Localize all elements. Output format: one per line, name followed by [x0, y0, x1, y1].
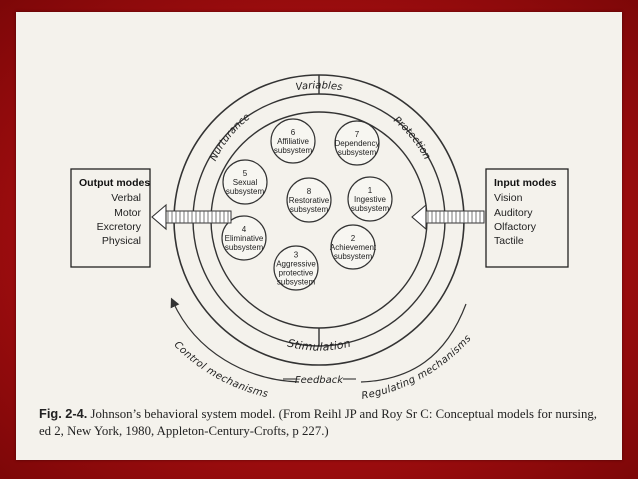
subsystem-label: Sexual — [232, 178, 258, 187]
behavioral-system-diagram — [16, 12, 622, 460]
regulating-feedback-line — [361, 304, 466, 382]
subsystem-label: Restorative — [288, 196, 330, 205]
subsystem-label: subsystem — [273, 146, 313, 155]
subsystem-label: protective — [278, 268, 314, 278]
stimulation-label: Stimulation — [286, 336, 352, 354]
subsystem-label: subsystem — [337, 148, 377, 157]
output-mode-item: Verbal — [111, 192, 141, 204]
subsystem-label: subsystem — [224, 243, 264, 252]
subsystem-label: subsystem — [350, 204, 390, 213]
subsystem-number: 4 — [241, 225, 247, 234]
subsystem-number: 7 — [354, 130, 360, 139]
figure-label: Fig. 2-4. — [39, 406, 88, 421]
subsystem-number: 6 — [290, 128, 296, 137]
input-modes-title: Input modes — [494, 177, 557, 189]
subsystem-number: 1 — [367, 186, 373, 195]
subsystem-label: Aggressive — [276, 259, 316, 269]
caption-text: Johnson’s behavioral system model. (From Reihl JP and Roy Sr C: Conceptual models for nursing, ed 2, New York, 1980, Appleton-Century-Crofts, p 227.) — [39, 407, 597, 438]
subsystem-label: subsystem — [225, 187, 265, 196]
input-mode-item: Tactile — [494, 235, 524, 247]
subsystem-label: subsystem — [333, 252, 373, 261]
figure-caption — [39, 405, 599, 440]
protection-label: Protection — [391, 114, 433, 162]
subsystem-label: subsystem — [289, 205, 329, 214]
subsystem-number: 5 — [242, 169, 248, 178]
subsystem-number: 8 — [306, 187, 312, 196]
subsystem-label: Ingestive — [353, 195, 387, 204]
output-mode-item: Physical — [101, 235, 141, 247]
subsystem-number: 2 — [350, 234, 356, 243]
control-mechanisms-label: Control mechanisms — [171, 339, 269, 401]
output-mode-item: Excretory — [96, 221, 141, 233]
regulating-mechanisms-label: Regulating mechanisms — [360, 333, 474, 402]
feedback-label: Feedback — [294, 375, 344, 386]
subsystem-number: 3 — [293, 250, 299, 260]
subsystem-label: Dependency — [334, 139, 380, 148]
output-arrow — [152, 205, 231, 229]
input-mode-item: Auditory — [494, 207, 533, 219]
scanned-page — [16, 12, 622, 460]
subsystem-label: Affiliative — [277, 137, 309, 146]
nurturance-label: Nurturance — [208, 111, 253, 163]
output-modes-title: Output modes — [79, 177, 151, 189]
subsystem-label: Achievement — [329, 243, 377, 252]
subsystem-label: Eliminative — [224, 234, 264, 243]
input-mode-item: Vision — [494, 192, 523, 204]
input-mode-item: Olfactory — [494, 221, 537, 233]
input-arrow — [412, 205, 484, 229]
subsystem-label: subsystem — [276, 277, 316, 287]
output-mode-item: Motor — [114, 207, 141, 219]
variables-label: Variables — [294, 80, 344, 94]
subsystems-group — [222, 119, 392, 290]
